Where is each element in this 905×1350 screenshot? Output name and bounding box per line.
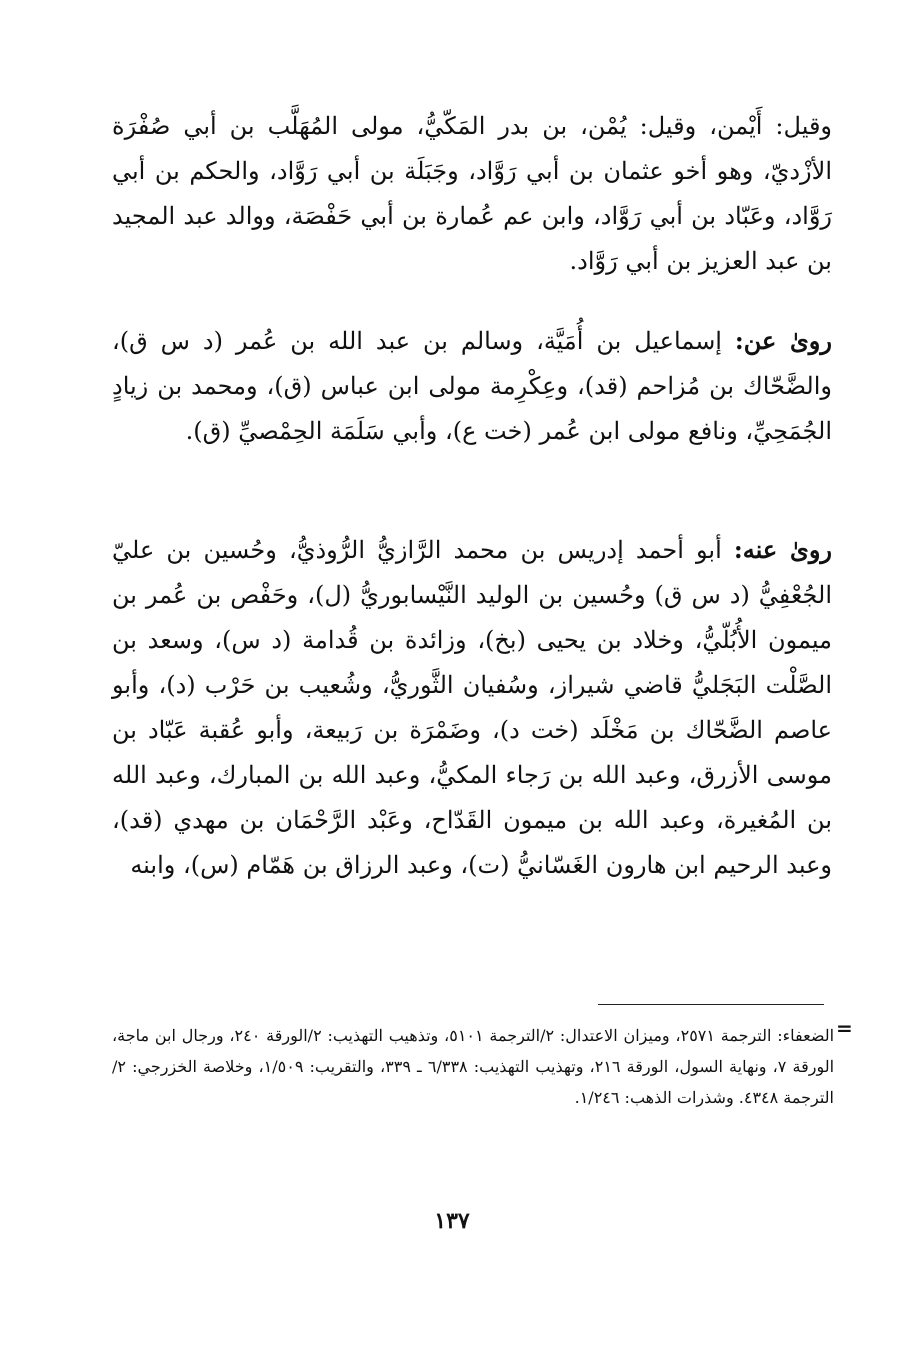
biography-paragraph: وقيل: أَيْمن، وقيل: يُمْن، بن بدر المَكّيُّ، مولى المُهَلَّب بن أبي صُفْرَة الأزْديّ، وهو أخو عثمان بن أبي رَوَّاد، وجَبَلَة بن أبي رَوَّاد، والحكم بن أبي رَوَّاد، وعَبّاد بن أبي رَوَّاد، وابن عم عُمارة بن أبي حَفْصَة، ووالد عبد المجيد بن عبد العزيز بن أبي رَوَّاد. [112, 112, 833, 275]
narrators-text: أبو أحمد إدريس بن محمد الرَّازيُّ الرُّوذيُّ، وحُسين بن عليّ الجُعْفِيُّ (د س ق) وحُسين بن الوليد النَّيْسابوريُّ (ل)، وحَفْص بن عُمر بن ميمون الأُبُلّيُّ، وخلاد بن يحيى (بخ)، وزائدة بن قُدامة (د س)، وسعد بن الصَّلْت البَجَليُّ قاضي شيراز، وسُفيان الثَّوريُّ، وشُعيب بن حَرْب (د)، وأبو عاصم الضَّحّاك بن مَخْلَد (خت د)، وضَمْرَة بن رَبيعة، وأبو عُقبة عَبّاد بن موسى الأزرق، وعبد الله بن رَجاء المكيُّ، وعبد الله بن المبارك، وعبد الله بن المُغيرة، وعبد الله بن ميمون القَدّاح، وعَبْد الرَّحْمَان بن مهدي (قد)، وعبد الرحيم ابن هارون الغَسّانيُّ (ت)، وعبد الرزاق بن هَمّام (س)، وابنه [112, 536, 832, 879]
narrated-from-paragraph [112, 318, 832, 454]
narrated-from-label: روىٰ عن: [734, 326, 832, 355]
footnote-separator [598, 1004, 824, 1005]
footnote-text: الضعفاء: الترجمة ٢٥٧١، وميزان الاعتدال: ٢/الترجمة ٥١٠١، وتذهيب التهذيب: ٢/الورقة ٢٤٠، ورجال ابن ماجة، الورقة ٧، ونهاية السول، الورقة ٢١٦، وتهذيب التهذيب: ٦/٣٣٨ ـ ٣٣٩، والتقريب: ١/٥٠٩، وخلاصة الخزرجي: ٢/الترجمة ٤٣٤٨. وشذرات الذهب: ١/٢٤٦. [112, 1026, 835, 1107]
narrators-label: روىٰ عنه: [733, 535, 833, 564]
footnote-continuation-mark: = [836, 1016, 853, 1040]
narrators-paragraph [112, 527, 832, 888]
page-number: ١٣٧ [434, 1208, 470, 1234]
narrated-from-text: إسماعيل بن أُمَيَّة، وسالم بن عبد الله بن عُمر (د س ق)، والضَّحّاك بن مُزاحم (قد)، وعِكْرِمة مولى ابن عباس (ق)، ومحمد بن زيادٍ الجُمَحِيِّ، ونافع مولى ابن عُمر (خت ع)، وأبي سَلَمَة الحِمْصيِّ (ق). [112, 327, 832, 445]
